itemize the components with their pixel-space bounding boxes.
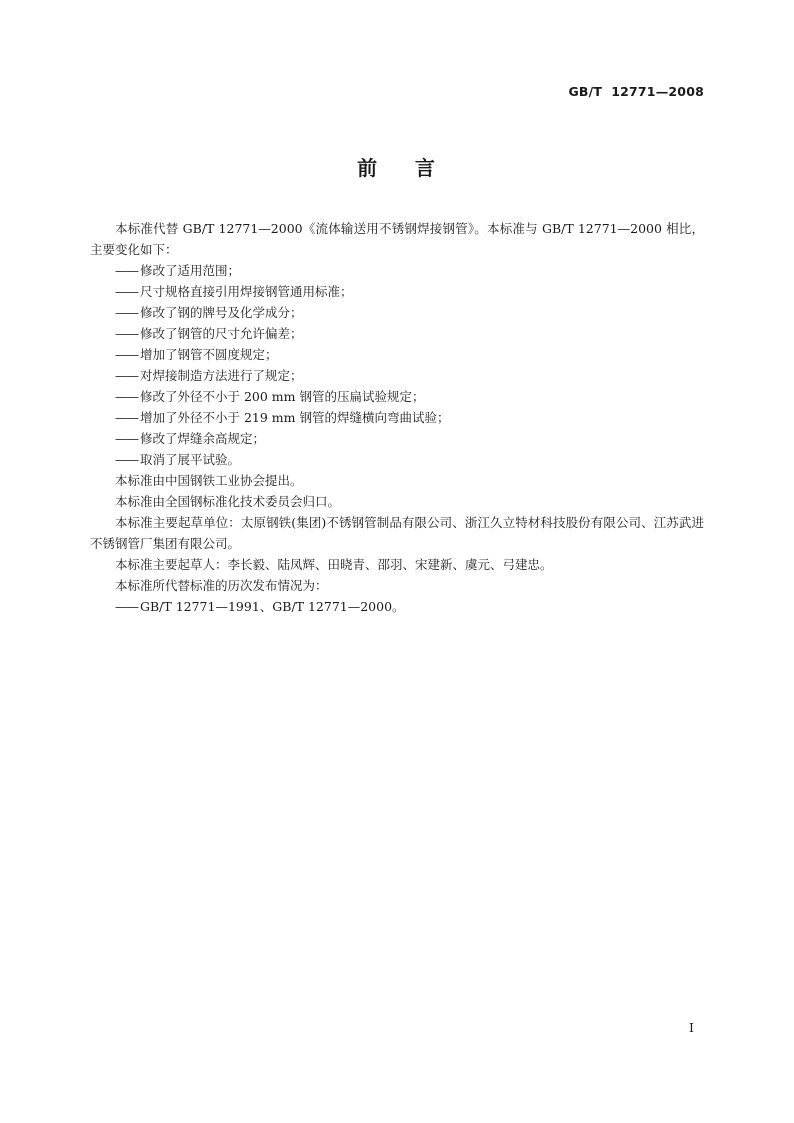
change-item-text: 修改了焊缝余高规定；: [140, 431, 266, 446]
change-item-text: 取消了展平试验。: [140, 452, 241, 467]
change-item-text: 尺寸规格直接引用焊接钢管通用标准；: [140, 284, 353, 299]
dash: ——: [115, 410, 138, 425]
managed-by-paragraph: 本标准由全国钢标准化技术委员会归口。: [115, 494, 341, 509]
change-item: [90, 344, 704, 365]
dash: ——: [115, 305, 138, 320]
change-item: [90, 323, 704, 344]
dash: ——: [115, 326, 138, 341]
change-item: [90, 386, 704, 407]
change-item-text: 增加了外径不小于 219 mm 钢管的焊缝横向弯曲试验；: [140, 410, 450, 425]
history-item: [90, 596, 704, 617]
dash: ——: [115, 599, 138, 614]
standard-code: GB/T 12771—2008: [568, 84, 704, 99]
dash: ——: [115, 284, 138, 299]
change-item: [90, 260, 704, 281]
dash: ——: [115, 368, 138, 383]
change-item: [90, 281, 704, 302]
change-item-text: 增加了钢管不圆度规定；: [140, 347, 278, 362]
change-item: [90, 407, 704, 428]
history-intro-paragraph: 本标准所代替标准的历次发布情况为：: [115, 578, 328, 593]
change-item: [90, 302, 704, 323]
change-item-text: 修改了钢的牌号及化学成分；: [140, 305, 303, 320]
change-item: [90, 428, 704, 449]
change-item: [90, 449, 704, 470]
change-item-text: 修改了外径不小于 200 mm 钢管的压扁试验规定；: [140, 389, 425, 404]
page-number: I: [689, 1020, 694, 1035]
drafters-paragraph: 本标准主要起草人：李长毅、陆凤辉、田晓青、邵羽、宋建新、虞元、弓建忠。: [115, 557, 553, 572]
change-item-text: 修改了适用范围；: [140, 263, 241, 278]
intro-paragraph: 本标准代替 GB/T 12771—2000《流体输送用不锈钢焊接钢管》。本标准与 GB/T 12771—2000 相比，主要变化如下：: [90, 221, 704, 257]
change-item-text: 对焊接制造方法进行了规定；: [140, 368, 303, 383]
dash: ——: [115, 452, 138, 467]
page-title: 前 言: [357, 156, 437, 180]
dash: ——: [115, 347, 138, 362]
dash: ——: [115, 263, 138, 278]
history-item-text: GB/T 12771—1991、GB/T 12771—2000。: [140, 599, 405, 614]
change-item-text: 修改了钢管的尺寸允许偏差；: [140, 326, 303, 341]
dash: ——: [115, 389, 138, 404]
proposed-by-paragraph: 本标准由中国钢铁工业协会提出。: [115, 473, 303, 488]
drafting-units-paragraph: 本标准主要起草单位：太原钢铁(集团)不锈钢管制品有限公司、浙江久立特材科技股份有限公司、江苏武进不锈钢管厂集团有限公司。: [90, 515, 704, 551]
document-body: [90, 218, 704, 617]
dash: ——: [115, 431, 138, 446]
change-item: [90, 365, 704, 386]
